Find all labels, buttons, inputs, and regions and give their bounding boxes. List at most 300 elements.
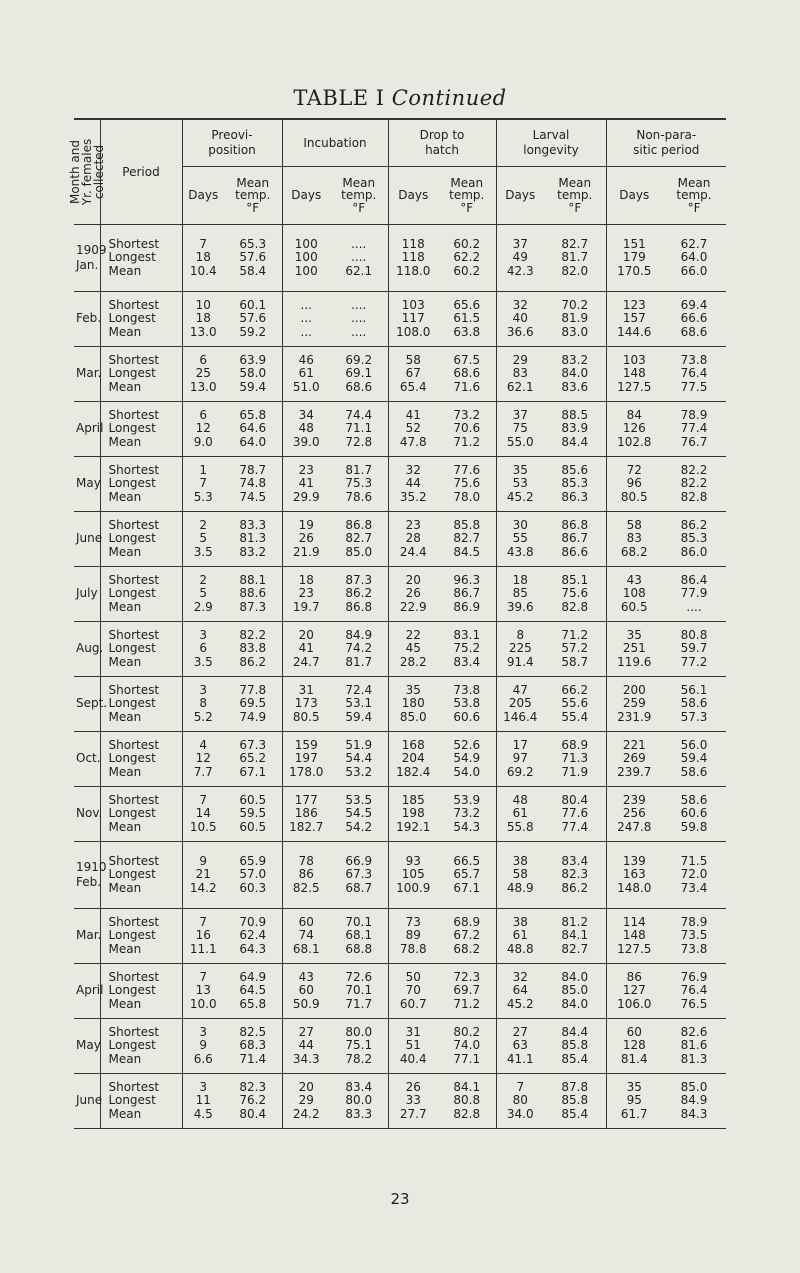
table-value: 84.4 [561,434,589,449]
value-cell [182,347,224,402]
table-value: 231.9 [617,709,652,724]
table-value: 86.4 [680,572,708,587]
period-label: Longest [108,531,156,546]
period-cell [100,622,182,677]
table-value: 18 [195,250,211,265]
table-value: 95 [626,1093,642,1108]
value-cell [438,1019,496,1074]
table-value: 48 [298,421,314,436]
table-value: 76.4 [680,366,708,381]
value-cell [182,842,224,909]
period-label: Mean [108,324,142,339]
table-value: 74.2 [345,641,373,656]
table-value: 10 [195,297,211,312]
table-value: 30 [512,517,528,532]
table-value: 66.5 [453,853,481,868]
table-value: 24.7 [292,654,320,669]
value-cell [282,842,330,909]
table-value: 103 [401,297,425,312]
value-cell [438,842,496,909]
month-cell [74,1074,103,1129]
value-cell [388,622,438,677]
value-cell [182,292,224,347]
table-value: 66.9 [345,853,373,868]
value-cell [544,567,606,622]
period-cell [100,512,182,567]
value-cell [438,402,496,457]
value-cell [388,677,438,732]
table-value: 36.6 [506,324,534,339]
value-cell [662,457,726,512]
page-title [0,86,800,110]
table-value: 2.9 [193,599,213,614]
table-value: 63.8 [453,324,481,339]
period-label: Mean [108,880,142,895]
table-value: 86.8 [345,517,373,532]
table-value: 55 [512,531,528,546]
value-cell [388,842,438,909]
value-cell [438,1074,496,1129]
table-value: 60.5 [620,599,648,614]
table-value: 7.7 [193,764,213,779]
table-value: 72 [626,462,642,477]
period-cell [100,1074,182,1129]
table-value: 180 [401,696,425,711]
value-cell [662,1019,726,1074]
value-cell [330,512,388,567]
table-value: 67 [405,366,421,381]
value-cell [606,1019,662,1074]
table-value: 105 [401,867,425,882]
table-value: 21.9 [292,544,320,559]
table-value: 53.9 [453,792,481,807]
table-value: 67.3 [239,737,267,752]
value-cell [388,964,438,1019]
value-cell [496,512,544,567]
table-value: 62.7 [680,236,708,251]
table-value: 73.5 [680,928,708,943]
table-value: 182.4 [396,764,431,779]
period-label: Mean [108,1106,142,1121]
table-row [74,1074,726,1129]
table-value: 86.9 [453,599,481,614]
table-value: 60.2 [453,236,481,251]
table-value: 77.2 [680,654,708,669]
table-value: 118.0 [396,263,431,278]
value-cell [496,677,544,732]
value-cell [606,512,662,567]
table-value: 239 [622,792,646,807]
table-value: 182.7 [289,819,324,834]
table-value: 31 [298,682,314,697]
value-cell [544,347,606,402]
table-value: 82.0 [561,263,589,278]
table-value: 100.9 [396,880,431,895]
mean-temp-header: Mean temp. °F [330,167,388,225]
table-row [74,677,726,732]
period-label: Longest [108,696,156,711]
period-cell [100,225,182,292]
table-value: 83.4 [561,853,589,868]
table-value: 128 [622,1038,646,1053]
table-value: 86 [626,969,642,984]
value-cell [544,787,606,842]
table-value: 144.6 [617,324,652,339]
value-cell [224,402,282,457]
table-value: 77.6 [453,462,481,477]
period-cell [100,964,182,1019]
value-cell [544,964,606,1019]
table-value: 82.7 [561,941,589,956]
table-value: 70 [405,983,421,998]
value-cell [282,909,330,964]
table-value: 13 [195,983,211,998]
table-value: 84.3 [680,1106,708,1121]
table-value: 85.4 [561,1106,589,1121]
table-value: 53.8 [453,696,481,711]
mean-temp-header: Mean temp. °F [662,167,726,225]
month-cell [74,292,100,347]
value-cell [496,732,544,787]
table-value: 71.2 [453,996,481,1011]
table-value: 60.6 [453,709,481,724]
group-header: Preovi- position [182,119,282,167]
value-cell [544,909,606,964]
table-label: TABLE I [293,86,385,110]
month-label: Mar. [76,366,102,381]
value-cell [282,567,330,622]
days-header: Days [388,167,438,225]
value-cell [224,347,282,402]
table-value: 77.9 [680,586,708,601]
table-value: 83 [512,366,528,381]
table-row [74,347,726,402]
table-value: 82.8 [680,489,708,504]
table-value: 77.1 [453,1051,481,1066]
table-value: 41 [298,641,314,656]
value-cell [662,622,726,677]
table-value: 81.3 [239,531,267,546]
value-cell [662,964,726,1019]
table-value: 117 [401,311,425,326]
table-row [74,732,726,787]
table-value: 20 [405,572,421,587]
table-value: 127 [622,983,646,998]
month-cell [74,842,107,909]
table-value: 83.6 [561,379,589,394]
table-value: 82.7 [453,531,481,546]
value-cell [330,909,388,964]
table-value: 35 [512,462,528,477]
table-value: 1 [199,462,208,477]
table-value: 37 [512,407,528,422]
table-value: 48 [512,792,528,807]
table-value: 197 [294,751,318,766]
table-value: 71.3 [561,751,589,766]
table-value: 74.8 [239,476,267,491]
table-row [74,512,726,567]
value-cell [544,512,606,567]
value-cell [606,292,662,347]
month-cell [74,225,107,292]
table-value: 151 [622,236,646,251]
value-cell [606,457,662,512]
table-value: 81.9 [561,311,589,326]
table-value: 59.5 [239,806,267,821]
table-value: 65.9 [239,853,267,868]
table-value: 269 [622,751,646,766]
table-value: 89 [405,928,421,943]
table-value: .... [351,324,367,339]
value-cell [182,909,224,964]
period-label: Mean [108,434,142,449]
value-cell [438,567,496,622]
table-value: 54.9 [453,751,481,766]
table-value: 82.6 [680,1024,708,1039]
table-value: 55.8 [506,819,534,834]
table-value: 12 [195,751,211,766]
table-value: 58.0 [239,366,267,381]
table-value: 45.2 [506,996,534,1011]
days-header: Days [496,167,544,225]
value-cell [182,622,224,677]
table-value: 44 [298,1038,314,1053]
table-value: 76.5 [680,996,708,1011]
month-label: Aug. [76,641,104,656]
table-value: ... [300,297,312,312]
value-cell [224,732,282,787]
table-value: 85.8 [561,1093,589,1108]
table-value: 72.3 [453,969,481,984]
table-value: 57.2 [561,641,589,656]
days-header: Days [182,167,224,225]
value-cell [388,909,438,964]
table-value: 19 [298,517,314,532]
table-value: 29 [512,352,528,367]
value-cell [330,402,388,457]
table-value: 5 [199,531,208,546]
month-cell [74,787,103,842]
month-label: Sept. [76,696,108,711]
table-value: 86.3 [561,489,589,504]
table-value: 7 [199,476,208,491]
month-cell [74,1019,100,1074]
table-value: 43 [298,969,314,984]
table-value: 47 [512,682,528,697]
month-label: May [76,1038,101,1053]
table-value: 80.0 [345,1093,373,1108]
table-value: 56.1 [680,682,708,697]
table-value: 34.0 [506,1106,534,1121]
table-value: 59.2 [239,324,267,339]
table-value: 146.4 [503,709,538,724]
value-cell [388,1019,438,1074]
table-value: 80.5 [292,709,320,724]
value-cell [224,964,282,1019]
table-value: 119.6 [617,654,652,669]
table-value: 81.7 [345,462,373,477]
value-cell [282,347,330,402]
table-value: 82.5 [239,1024,267,1039]
table-value: 70.1 [345,983,373,998]
table-value: 37 [512,236,528,251]
period-label: Longest [108,586,156,601]
table-value: 85.3 [680,531,708,546]
table-value: 60.2 [453,263,481,278]
table-value: 27 [298,1024,314,1039]
table-value: 68.6 [680,324,708,339]
value-cell [282,1074,330,1129]
value-cell [438,457,496,512]
table-value: 71.5 [680,853,708,868]
table-value: 58.6 [680,696,708,711]
value-cell [606,732,662,787]
table-value: 45 [405,641,421,656]
value-cell [496,292,544,347]
value-cell [330,1019,388,1074]
table-value: 74.0 [453,1038,481,1053]
table-value: 63.9 [239,352,267,367]
table-value: 85.0 [680,1079,708,1094]
value-cell [606,347,662,402]
value-cell [662,732,726,787]
table-value: 84.4 [561,1024,589,1039]
table-value: 78.6 [345,489,373,504]
table-value: 41 [298,476,314,491]
table-value: 77.6 [561,806,589,821]
table-value: 86.2 [561,880,589,895]
table-value: 78 [298,853,314,868]
table-value: 29.9 [292,489,320,504]
table-value: 61 [512,806,528,821]
table-value: 8 [516,627,525,642]
table-value: 6 [199,407,208,422]
period-label: Mean [108,489,142,504]
table-value: 259 [622,696,646,711]
table-value: 60 [626,1024,642,1039]
table-value: 58.6 [680,792,708,807]
table-value: 204 [401,751,425,766]
table-value: 22 [405,627,421,642]
table-value: 68.9 [453,914,481,929]
table-value: 78.0 [453,489,481,504]
value-cell [606,622,662,677]
table-value: 64.3 [239,941,267,956]
table-value: 69.5 [239,696,267,711]
value-cell [282,402,330,457]
table-value: 173 [294,696,318,711]
value-cell [330,1074,388,1129]
table-value: 81.3 [680,1051,708,1066]
table-value: 186 [294,806,318,821]
table-row [74,1019,726,1074]
month-cell [74,622,104,677]
table-value: 81.7 [345,654,373,669]
period-label: Mean [108,941,142,956]
table-value: 106.0 [617,996,652,1011]
value-cell [496,787,544,842]
table-value: 8 [199,696,208,711]
table-value: 178.0 [289,764,324,779]
table-value: 6.6 [193,1051,213,1066]
mean-temp-header: Mean temp. °F [438,167,496,225]
value-cell [330,347,388,402]
table-value: 45.2 [506,489,534,504]
table-value: 24.4 [399,544,427,559]
value-cell [388,347,438,402]
table-value: 69.2 [506,764,534,779]
value-cell [496,842,544,909]
table-value: 57.6 [239,250,267,265]
table-value: 58.7 [561,654,589,669]
table-value: 85.8 [561,1038,589,1053]
table-continued: Continued [391,86,507,110]
table-value: 29 [298,1093,314,1108]
month-label: July [76,586,98,601]
table-value: 148 [622,928,646,943]
value-cell [224,1019,282,1074]
table-value: 83.3 [345,1106,373,1121]
table-value: ... [300,324,312,339]
table-value: 39.0 [292,434,320,449]
table-row [74,909,726,964]
table-value: 41 [405,407,421,422]
table-value: .... [351,250,367,265]
value-cell [544,842,606,909]
table-value: 70.2 [561,297,589,312]
value-cell [182,225,224,292]
table-value: 59.8 [680,819,708,834]
table-value: 4.5 [193,1106,213,1121]
value-cell [224,225,282,292]
table-value: 65.6 [453,297,481,312]
period-label: Mean [108,599,142,614]
value-cell [388,1074,438,1129]
table-value: 42.3 [506,263,534,278]
value-cell [388,567,438,622]
table-value: 168 [401,737,425,752]
value-cell [388,225,438,292]
table-value: 56.0 [680,737,708,752]
value-cell [182,732,224,787]
table-value: 67.2 [453,928,481,943]
table-value: 11 [195,1093,211,1108]
table-value: 85.4 [561,1051,589,1066]
value-cell [224,677,282,732]
period-label: Mean [108,544,142,559]
period-label: Longest [108,476,156,491]
table-value: 80.4 [239,1106,267,1121]
table-value: 23 [298,586,314,601]
value-cell [282,457,330,512]
table-value: 66.6 [680,311,708,326]
table-value: 68.2 [620,544,648,559]
table-value: 5.2 [193,709,213,724]
table-value: 26 [405,586,421,601]
table-value: 76.9 [680,969,708,984]
value-cell [330,677,388,732]
table-value: 34.3 [292,1051,320,1066]
table-value: 52 [405,421,421,436]
table-value: 33 [405,1093,421,1108]
table-value: 39.6 [506,599,534,614]
value-cell [606,909,662,964]
table-value: 87.3 [345,572,373,587]
value-cell [182,677,224,732]
value-cell [438,622,496,677]
table-value: 77.8 [239,682,267,697]
table-value: 127.5 [617,379,652,394]
